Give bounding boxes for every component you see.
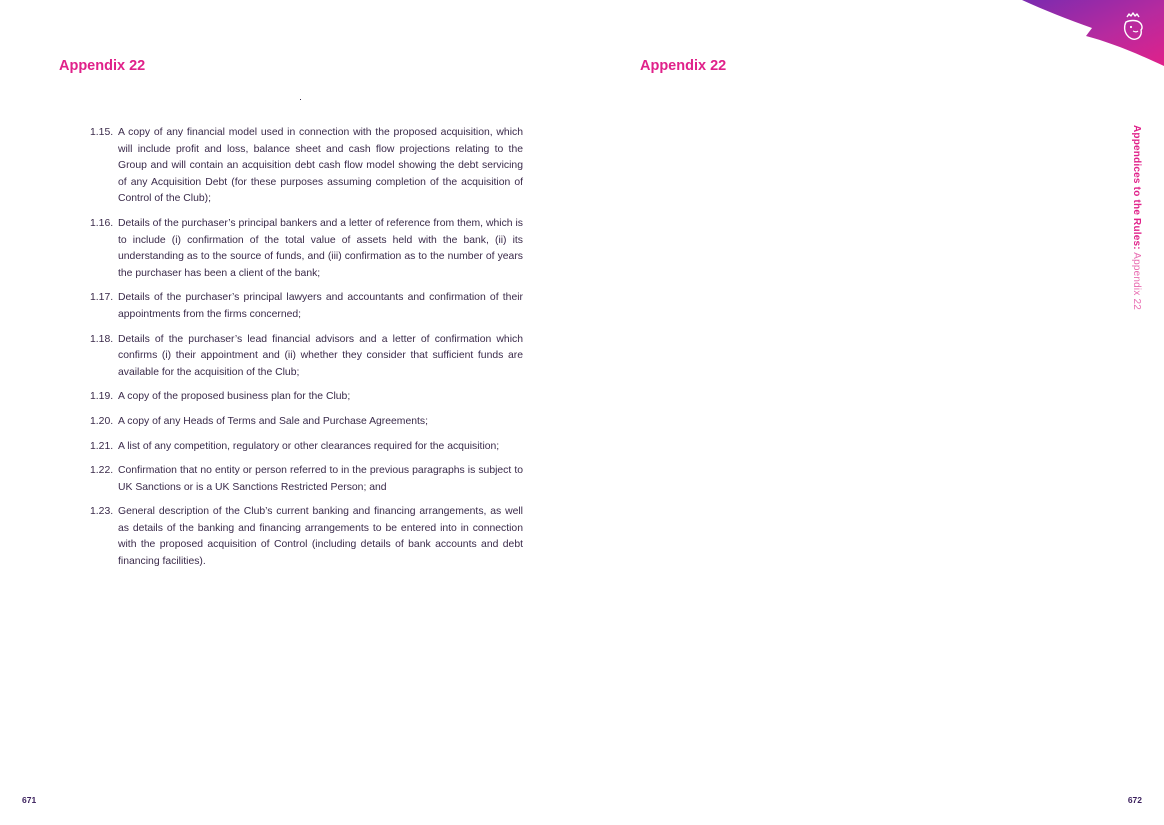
clause-item xyxy=(90,332,523,382)
clause-text: A copy of the proposed business plan for the Club; xyxy=(118,391,351,403)
clause-text: A copy of any financial model used in connection with the proposed acquisition, which will include profit and loss, balance sheet and cash flow projections relating to the Group and will contain an acquisition debt cash flow model showing the debt servicing of any Acquisition Debt (for these purposes assuming completion of the acquisition of Control of the Club); xyxy=(118,127,523,205)
clause-text: Details of the purchaser’s lead financial advisors and a letter of confirmation which confirms (i) their appointment and (ii) whether they consider that sufficient funds are available for the acquisition of the Club; xyxy=(118,333,523,378)
clause-number: 1.20. xyxy=(90,415,114,427)
left-page-number: 671 xyxy=(22,795,37,805)
clause-item xyxy=(90,389,523,406)
clause-text: Details of the purchaser’s principal bankers and a letter of reference from them, which is to include (i) confirmation of the total value of assets held with the bank, (ii) its understanding as to the source of funds, and (iii) confirmation as to the number of years the purchaser has been a client of the bank; xyxy=(118,217,523,279)
clause-number: 1.18. xyxy=(90,333,114,345)
clause-item xyxy=(90,414,523,431)
section-side-label xyxy=(1128,125,1142,335)
side-label-appendix: Appendix 22 xyxy=(1131,249,1142,311)
clause-text: Details of the purchaser’s principal lawyers and accountants and confirmation of their appointments from the firms concerned; xyxy=(118,292,523,320)
lion-crest-icon xyxy=(1120,12,1146,42)
clause-text: A list of any competition, regulatory or other clearances required for the acquisition; xyxy=(118,440,500,452)
clause-number: 1.22. xyxy=(90,465,114,477)
clause-number: 1.19. xyxy=(90,391,114,403)
clause-item xyxy=(90,463,523,496)
clause-number: 1.15. xyxy=(90,127,114,138)
clause-item xyxy=(90,290,523,323)
clause-item xyxy=(90,125,523,208)
clause-item xyxy=(90,216,523,282)
right-page-number: 672 xyxy=(1127,795,1142,805)
clause-list xyxy=(90,125,523,579)
clause-number: 1.16. xyxy=(90,217,114,229)
stray-mark xyxy=(300,99,301,100)
clause-number: 1.17. xyxy=(90,292,114,304)
clause-item xyxy=(90,439,523,456)
clause-text: A copy of any Heads of Terms and Sale and Purchase Agreements; xyxy=(118,415,428,427)
side-label-section: Appendices to the Rules: xyxy=(1131,125,1142,250)
right-page xyxy=(582,0,1164,825)
clause-number: 1.21. xyxy=(90,440,114,452)
clause-number: 1.23. xyxy=(90,506,114,518)
left-page-heading: Appendix 22 xyxy=(59,58,146,74)
clause-text: Confirmation that no entity or person referred to in the previous paragraphs is subject to UK Sanctions or is a UK Sanctions Restricted Person; and xyxy=(118,465,523,493)
clause-text: General description of the Club’s current banking and financing arrangements, as well as details of the banking and financing arrangements to be entered into in connection with the proposed acquisition of Control (including details of bank accounts and debt financing facilities). xyxy=(118,506,523,568)
clause-item xyxy=(90,504,523,570)
right-page-heading: Appendix 22 xyxy=(640,58,727,74)
